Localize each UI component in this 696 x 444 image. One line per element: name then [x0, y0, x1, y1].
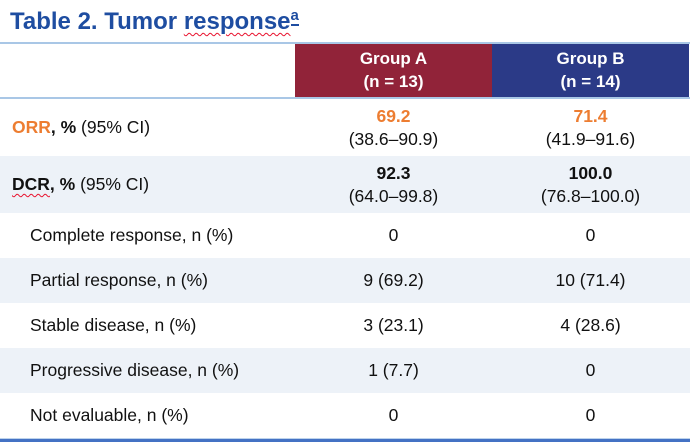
- partial-response-group-b: 10 (71.4): [555, 270, 626, 290]
- row-label-not-evaluable: Not evaluable, n (%): [30, 405, 189, 425]
- partial-response-group-a: 9 (69.2): [363, 270, 424, 290]
- orr-ci-label: (95% CI): [76, 117, 151, 137]
- row-label-stable-disease: Stable disease, n (%): [30, 315, 197, 335]
- dcr-group-a-value: 92.3: [376, 162, 411, 183]
- table-title: [0, 0, 696, 42]
- dcr-group-a-cell: [295, 162, 492, 208]
- group-b-n: (n = 14): [560, 71, 621, 91]
- not-evaluable-group-b: 0: [585, 405, 596, 425]
- dcr-unit: , %: [49, 174, 76, 194]
- complete-response-group-b: 0: [585, 225, 596, 245]
- row-label-partial-response: Partial response, n (%): [30, 270, 208, 290]
- orr-group-a-cell: [295, 105, 492, 151]
- table-row-dcr: [0, 156, 690, 213]
- table-row-orr: [0, 99, 690, 156]
- bottom-rule: [0, 438, 690, 442]
- complete-response-group-a: 0: [388, 225, 399, 245]
- progressive-disease-group-a: 1 (7.7): [368, 360, 419, 380]
- orr-term: ORR: [12, 117, 51, 137]
- row-label-orr: [0, 117, 295, 138]
- dcr-group-b-value: 100.0: [568, 162, 613, 183]
- orr-group-a-value: 69.2: [376, 105, 411, 126]
- group-a-n: (n = 13): [363, 71, 424, 91]
- header-spacer: [0, 44, 295, 97]
- table-title-lead: Table 2. Tumor: [10, 8, 184, 35]
- orr-group-a-ci: (38.6–90.9): [348, 128, 439, 149]
- row-label-progressive-disease: Progressive disease, n (%): [30, 360, 240, 380]
- orr-group-b-value: 71.4: [573, 105, 608, 126]
- tumor-response-table: [0, 42, 690, 442]
- column-header-group-a: [295, 44, 492, 97]
- dcr-ci-label: (95% CI): [75, 174, 150, 194]
- row-label-complete-response: Complete response, n (%): [30, 225, 234, 245]
- dcr-group-a-ci: (64.0–99.8): [348, 185, 439, 206]
- table-header-row: [0, 44, 690, 97]
- dcr-term: DCR: [12, 174, 50, 194]
- orr-group-b-ci: (41.9–91.6): [545, 128, 636, 149]
- table-row-progressive-disease: [0, 348, 690, 393]
- table-row-stable-disease: [0, 303, 690, 348]
- orr-unit: , %: [50, 117, 77, 137]
- dcr-group-b-ci: (76.8–100.0): [540, 185, 641, 206]
- not-evaluable-group-a: 0: [388, 405, 399, 425]
- group-b-name: Group B: [556, 48, 625, 68]
- table-title-underlined-word: response: [183, 8, 291, 35]
- table-row-complete-response: [0, 213, 690, 258]
- stable-disease-group-a: 3 (23.1): [363, 315, 424, 335]
- column-header-group-b: [492, 44, 689, 97]
- table-row-partial-response: [0, 258, 690, 303]
- stable-disease-group-b: 4 (28.6): [560, 315, 621, 335]
- dcr-group-b-cell: [492, 162, 689, 208]
- row-label-dcr: [0, 174, 295, 195]
- footnote-marker: a: [290, 7, 299, 24]
- table-row-not-evaluable: [0, 393, 690, 438]
- progressive-disease-group-b: 0: [585, 360, 596, 380]
- group-a-name: Group A: [359, 48, 428, 68]
- orr-group-b-cell: [492, 105, 689, 151]
